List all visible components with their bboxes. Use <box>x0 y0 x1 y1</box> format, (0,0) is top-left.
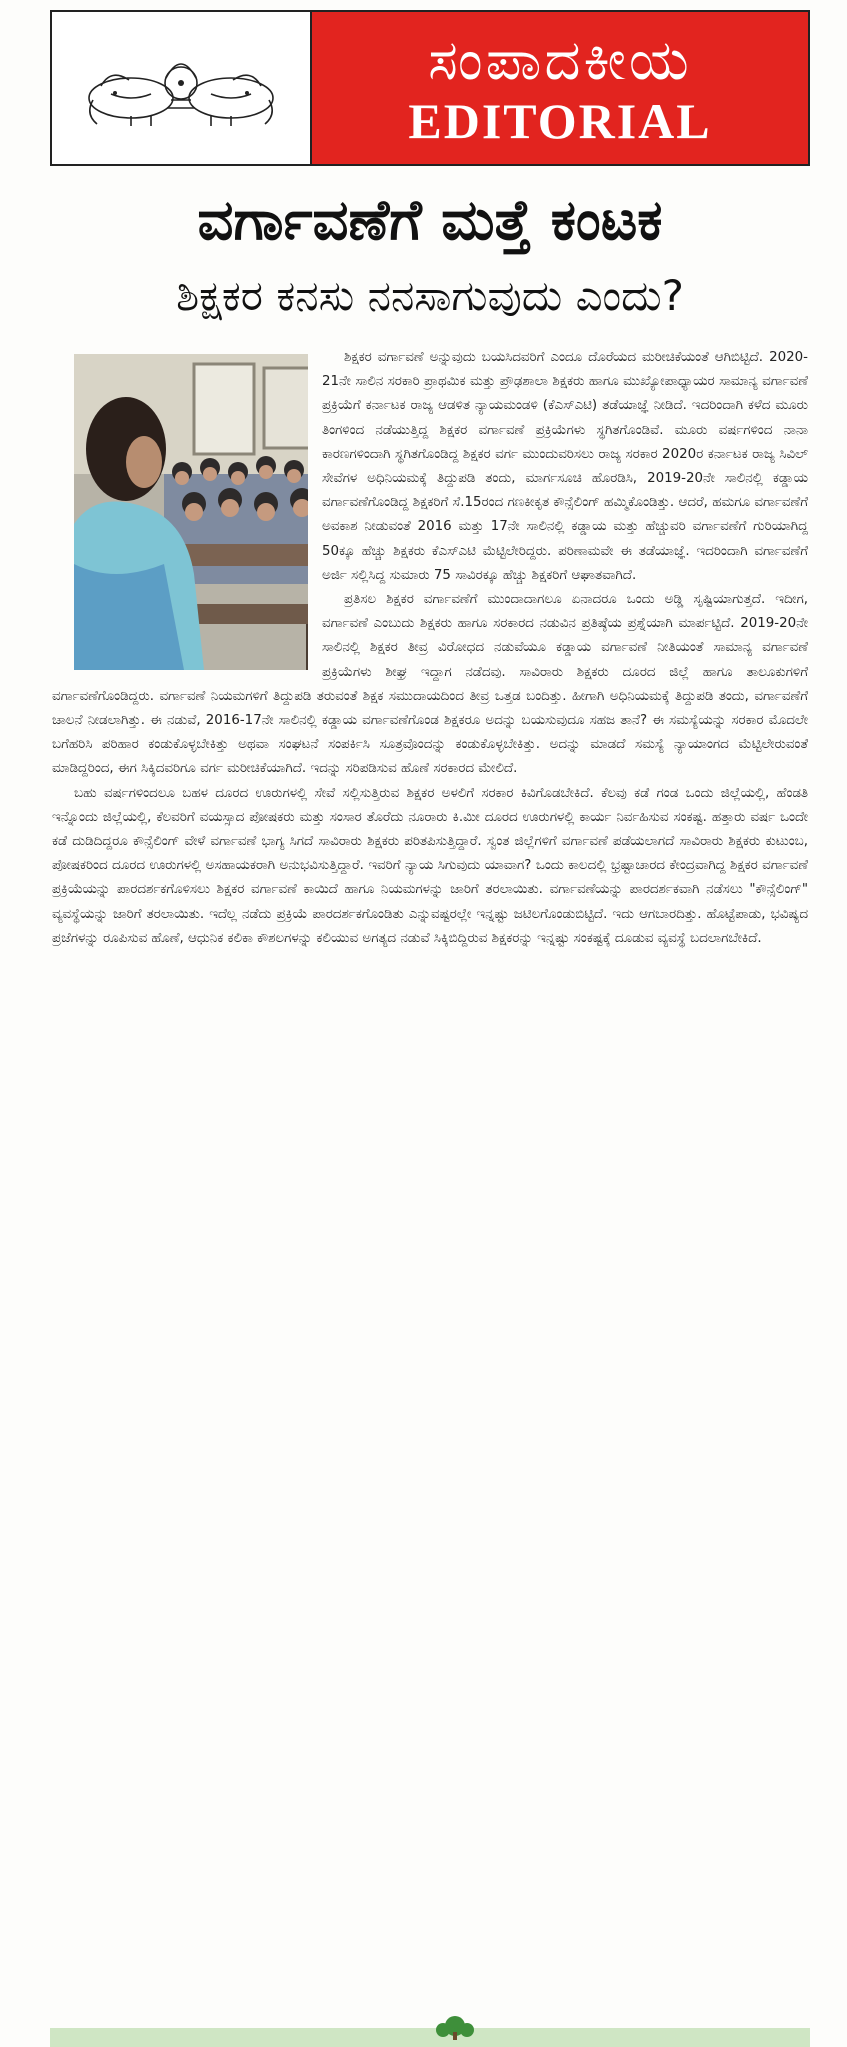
paragraph-text: ಶಿಕ್ಷಕರ ವರ್ಗಾವಣೆ ಅನ್ನುವುದು ಬಯಸಿದವರಿಗೆ ಎಂದೂ ದೊರೆಯದ ಮರೀಚಿಕೆಯಂತೆ ಆಗಿಬಿಟ್ಟಿದೆ. 2020-21ನೇ ಸಾಲಿನ ಸರಕಾರಿ ಪ್ರಾಥಮಿಕ ಮತ್ತು ಪ್ರೌಢಶಾಲಾ ಶಿಕ್ಷಕರು ಹಾಗೂ ಮುಖ್ಯೋಪಾಧ್ಯಾಯರ ಸಾಮಾನ್ಯ ವರ್ಗಾವಣೆ ಪ್ರಕ್ರಿಯೆಗೆ ಕರ್ನಾಟಕ ರಾಜ್ಯ ಆಡಳಿತ ನ್ಯಾಯಮಂಡಳಿ (ಕೆಎಸ್‌ಎಟಿ) ತಡೆಯಾಜ್ಞೆ ನೀಡಿದೆ. ಇದರಿಂದಾಗಿ ಕಳೆದ ಮೂರು ತಿಂಗಳಿಂದ ನಡೆಯುತ್ತಿದ್ದ ಶಿಕ್ಷಕರ ವರ್ಗಾವಣೆ ಪ್ರಕ್ರಿಯೆಗಳು ಸ್ಥಗಿತಗೊಂಡಿವೆ. ಮೂರು ವರ್ಷಗಳಿಂದ ನಾನಾ ಕಾರಣಗಳಿಂದಾಗಿ ಸ್ಥಗಿತಗೊಂಡಿದ್ದ ಶಿಕ್ಷಕರ ವರ್ಗ ಮುಂದುವರಿಸಲು ರಾಜ್ಯ ಸರಕಾರ 2020ರ ಕರ್ನಾಟಕ ರಾಜ್ಯ ಸಿವಿಲ್ ಸೇವೆಗಳ ಅಧಿನಿಯಮಕ್ಕೆ ತಿದ್ದುಪಡಿ ತಂದು, ಮಾರ್ಗಸೂಚಿ ಹೊರಡಿಸಿ, 2019-20ನೇ ಸಾಲಿನಲ್ಲಿ ಕಡ್ಡಾಯ ವರ್ಗಾವಣೆಗೊಂಡಿದ್ದ ಶಿಕ್ಷಕರಿಗೆ ಸೆ.15ರಂದ ಗಣಕೀಕೃತ ಕೌನ್ಸೆಲಿಂಗ್ ಹಮ್ಮಿಕೊಂಡಿತ್ತು. ಆದರೆ, ಹಮಗೂ ವರ್ಗಾವಣೆಗೆ ಅವಕಾಶ ನೀಡುವಂತೆ 2016 ಮತ್ತು 17ನೇ ಸಾಲಿನಲ್ಲಿ ಕಡ್ಡಾಯ ಮತ್ತು ಹೆಚ್ಚುವರಿ ವರ್ಗಾವಣೆಗೆ ಗುರಿಯಾಗಿದ್ದ 50ಕ್ಕೂ ಹೆಚ್ಚು ಶಿಕ್ಷಕರು ಕೆಎಸ್‌ಎಟಿ ಮೆಟ್ಟಿಲೇರಿದ್ದರು. ಪರಿಣಾಮವೇ ಈ ತಡೆಯಾಜ್ಞೆ. ಇದರಿಂದಾಗಿ ವರ್ಗಾವಣೆಗೆ ಅರ್ಜಿ ಸಲ್ಲಿಸಿದ್ದ ಸುಮಾರು 75 ಸಾವಿರಕ್ಕೂ ಹೆಚ್ಚು ಶಿಕ್ಷಕರಿಗೆ ಆಘಾತವಾಗಿದೆ. <box>322 350 808 583</box>
editorial-title-english: EDITORIAL <box>408 93 712 149</box>
editorial-title-panel <box>312 12 808 164</box>
editorial-masthead <box>50 10 810 166</box>
article-subheadline: ಶಿಕ್ಷಕರ ಕನಸು ನನಸಾಗುವುದು ಎಂದು? <box>176 271 684 320</box>
editorial-title-kannada: ಸಂಪಾದಕೀಯ <box>428 28 692 93</box>
article-headline: ವರ್ಗಾವಣೆಗೆ ಮತ್ತೆ ಕಂಟಕ <box>197 188 663 253</box>
classroom-photo <box>52 354 308 670</box>
article-paragraph: ಪ್ರತಿಸಲ ಶಿಕ್ಷಕರ ವರ್ಗಾವಣೆಗೆ ಮುಂದಾದಾಗಲೂ ಏನಾದರೂ ಒಂದು ಅಡ್ಡಿ ಸೃಷ್ಟಿಯಾಗುತ್ತದೆ. ಇದೀಗ, ವರ್ಗಾವಣೆ ಎಂಬುದು ಶಿಕ್ಷಕರು ಹಾಗೂ ಸರಕಾರದ ನಡುವಿನ ಪ್ರತಿಷ್ಠೆಯ ಪ್ರಶ್ನೆಯಾಗಿ ಮಾರ್ಪಟ್ಟಿದೆ. 2019-20ನೇ ಸಾಲಿನಲ್ಲಿ ಶಿಕ್ಷಕರ ತೀವ್ರ ವಿರೋಧದ ನಡುವೆಯೂ ಕಡ್ಡಾಯ ವರ್ಗಾವಣೆ ನೀತಿಯಂತೆ ಸಾಮಾನ್ಯ ವರ್ಗಾವಣೆ ಪ್ರಕ್ರಿಯೆಗಳು ಶೀಘ್ರ ಇದ್ದಾಗ ನಡೆದವು. ಸಾವಿರಾರು ಶಿಕ್ಷಕರು ದೂರದ ಜಿಲ್ಲೆ ಹಾಗೂ ತಾಲೂಕುಗಳಿಗೆ ವರ್ಗಾವಣೆಗೊಂಡಿದ್ದರು. ವರ್ಗಾವಣೆ ನಿಯಮಗಳಿಗೆ ತಿದ್ದುಪಡಿ ತರುವಂತೆ ಶಿಕ್ಷಕ ಸಮುದಾಯದಿಂದ ತೀವ್ರ ಒತ್ತಡ ಬಂದಿತ್ತು. ಹೀಗಾಗಿ ಅಧಿನಿಯಮಕ್ಕೆ ತಿದ್ದುಪಡಿ ತಂದು, ವರ್ಗಾವಣೆಗೆ ಚಾಲನೆ ನೀಡಲಾಗಿತ್ತು. ಈ ನಡುವೆ, 2016-17ನೇ ಸಾಲಿನಲ್ಲಿ ಕಡ್ಡಾಯ ವರ್ಗಾವಣೆಗೊಂಡ ಶಿಕ್ಷಕರೂ ಅದನ್ನು ಬಯಸುವುದೂ ಸಹಜ ತಾನೆ? ಈ ಸಮಸ್ಯೆಯನ್ನು ಸರಕಾರ ಮೊದಲೇ ಬಗೆಹರಿಸಿ ಪರಿಹಾರ ಕಂಡುಕೊಳ್ಳಬೇಕಿತ್ತು ಅಥವಾ ಸಂಘಟನೆ ಸಂಪರ್ಕಿಸಿ ಸೂತ್ರವೊಂದನ್ನು ಕಂಡುಕೊಳ್ಳಬೇಕಿತ್ತು. ಅದನ್ನು ಮಾಡದೆ ಸಮಸ್ಯೆ ನ್ಯಾಯಾಂಗದ ಮೆಟ್ಟಿಲೇರುವಂತೆ ಮಾಡಿದ್ದರಿಂದ, ಈಗ ಸಿಕ್ಕಿದವರಿಗೂ ವರ್ಗ ಮರೀಚಿಕೆಯಾಗಿದೆ. ಇದನ್ನು ಸರಿಪಡಿಸುವ ಹೊಣೆ ಸರಕಾರದ ಮೇಲಿದೆ. <box>52 592 808 777</box>
elephant-emblem-icon <box>52 12 312 164</box>
article-paragraph <box>52 346 808 588</box>
tree-emblem-icon <box>425 2014 485 2040</box>
article-body <box>52 346 808 1966</box>
article-paragraph: ಬಹು ವರ್ಷಗಳಿಂದಲೂ ಬಹಳ ದೂರದ ಊರುಗಳಲ್ಲಿ ಸೇವೆ ಸಲ್ಲಿಸುತ್ತಿರುವ ಶಿಕ್ಷಕರ ಅಳಲಿಗೆ ಸರಕಾರ ಕಿವಿಗೊಡಬೇಕಿದೆ. ಕೆಲವು ಕಡೆ ಗಂಡ ಒಂದು ಜಿಲ್ಲೆಯಲ್ಲಿ, ಹೆಂಡತಿ ಇನ್ನೊಂದು ಜಿಲ್ಲೆಯಲ್ಲಿ, ಕೆಲವರಿಗೆ ವಯಸ್ಸಾದ ಪೋಷಕರು ಮತ್ತು ಸಂಸಾರ ತೊರೆದು ನೂರಾರು ಕಿ.ಮೀ ದೂರದ ಊರುಗಳಲ್ಲಿ ಕಾರ್ಯ ನಿರ್ವಹಿಸುವ ಸಂಕಷ್ಟ. ಹತ್ತಾರು ವರ್ಷ ಒಂದೇ ಕಡೆ ದುಡಿದಿದ್ದರೂ ಕೌನ್ಸೆಲಿಂಗ್ ವೇಳೆ ವರ್ಗಾವಣೆ ಭಾಗ್ಯ ಸಿಗದೆ ಸಾವಿರಾರು ಶಿಕ್ಷಕರು ಪರಿತಪಿಸುತ್ತಿದ್ದಾರೆ. ಸ್ವಂತ ಜಿಲ್ಲೆಗಳಿಗೆ ವರ್ಗಾವಣೆ ಪಡೆಯಲಾಗದೆ ಸಾವಿರಾರು ಶಿಕ್ಷಕರು ಕುಟುಂಬ, ಪೋಷಕರಿಂದ ದೂರದ ಊರುಗಳಲ್ಲಿ ಅಸಹಾಯಕರಾಗಿ ಅನುಭವಿಸುತ್ತಿದ್ದಾರೆ. ಇವರಿಗೆ ನ್ಯಾಯ ಸಿಗುವುದು ಯಾವಾಗ? ಒಂದು ಕಾಲದಲ್ಲಿ ಭ್ರಷ್ಟಾಚಾರದ ಕೇಂದ್ರವಾಗಿದ್ದ ಶಿಕ್ಷಕರ ವರ್ಗಾವಣೆ ಪ್ರಕ್ರಿಯೆಯನ್ನು ಪಾರದರ್ಶಕಗೊಳಿಸಲು ಶಿಕ್ಷಕರ ವರ್ಗಾವಣೆ ಕಾಯಿದೆ ಹಾಗೂ ನಿಯಮಗಳನ್ನು ಜಾರಿಗೆ ತರಲಾಯಿತು. ವರ್ಗಾವಣೆಯನ್ನು ಪಾರದರ್ಶಕವಾಗಿ ನಡೆಸಲು "ಕೌನ್ಸೆಲಿಂಗ್" ವ್ಯವಸ್ಥೆಯನ್ನು ಜಾರಿಗೆ ತರಲಾಯಿತು. ಇದೆಲ್ಲ ನಡೆದು ಪ್ರಕ್ರಿಯೆ ಪಾರದರ್ಶಕಗೊಂಡಿತು ಎನ್ನುವಷ್ಟರಲ್ಲೇ ಇನ್ನಷ್ಟು ಜಟಿಲಗೊಂಡುಬಿಟ್ಟಿದೆ. ಇದು ಆಗಬಾರದಿತ್ತು. ಹೊಟ್ಟೆಪಾಡು, ಭವಿಷ್ಯದ ಪ್ರಜೆಗಳನ್ನು ರೂಪಿಸುವ ಹೊಣೆ, ಆಧುನಿಕ ಕಲಿಕಾ ಕೌಶಲಗಳನ್ನು ಕಲಿಯುವ ಅಗತ್ಯದ ನಡುವೆ ಸಿಕ್ಕಿಬಿದ್ದಿರುವ ಶಿಕ್ಷಕರನ್ನು ಇನ್ನಷ್ಟು ಸಂಕಷ್ಟಕ್ಕೆ ದೂಡುವ ವ್ಯವಸ್ಥೆ ಬದಲಾಗಬೇಕಿದೆ. <box>52 785 808 946</box>
